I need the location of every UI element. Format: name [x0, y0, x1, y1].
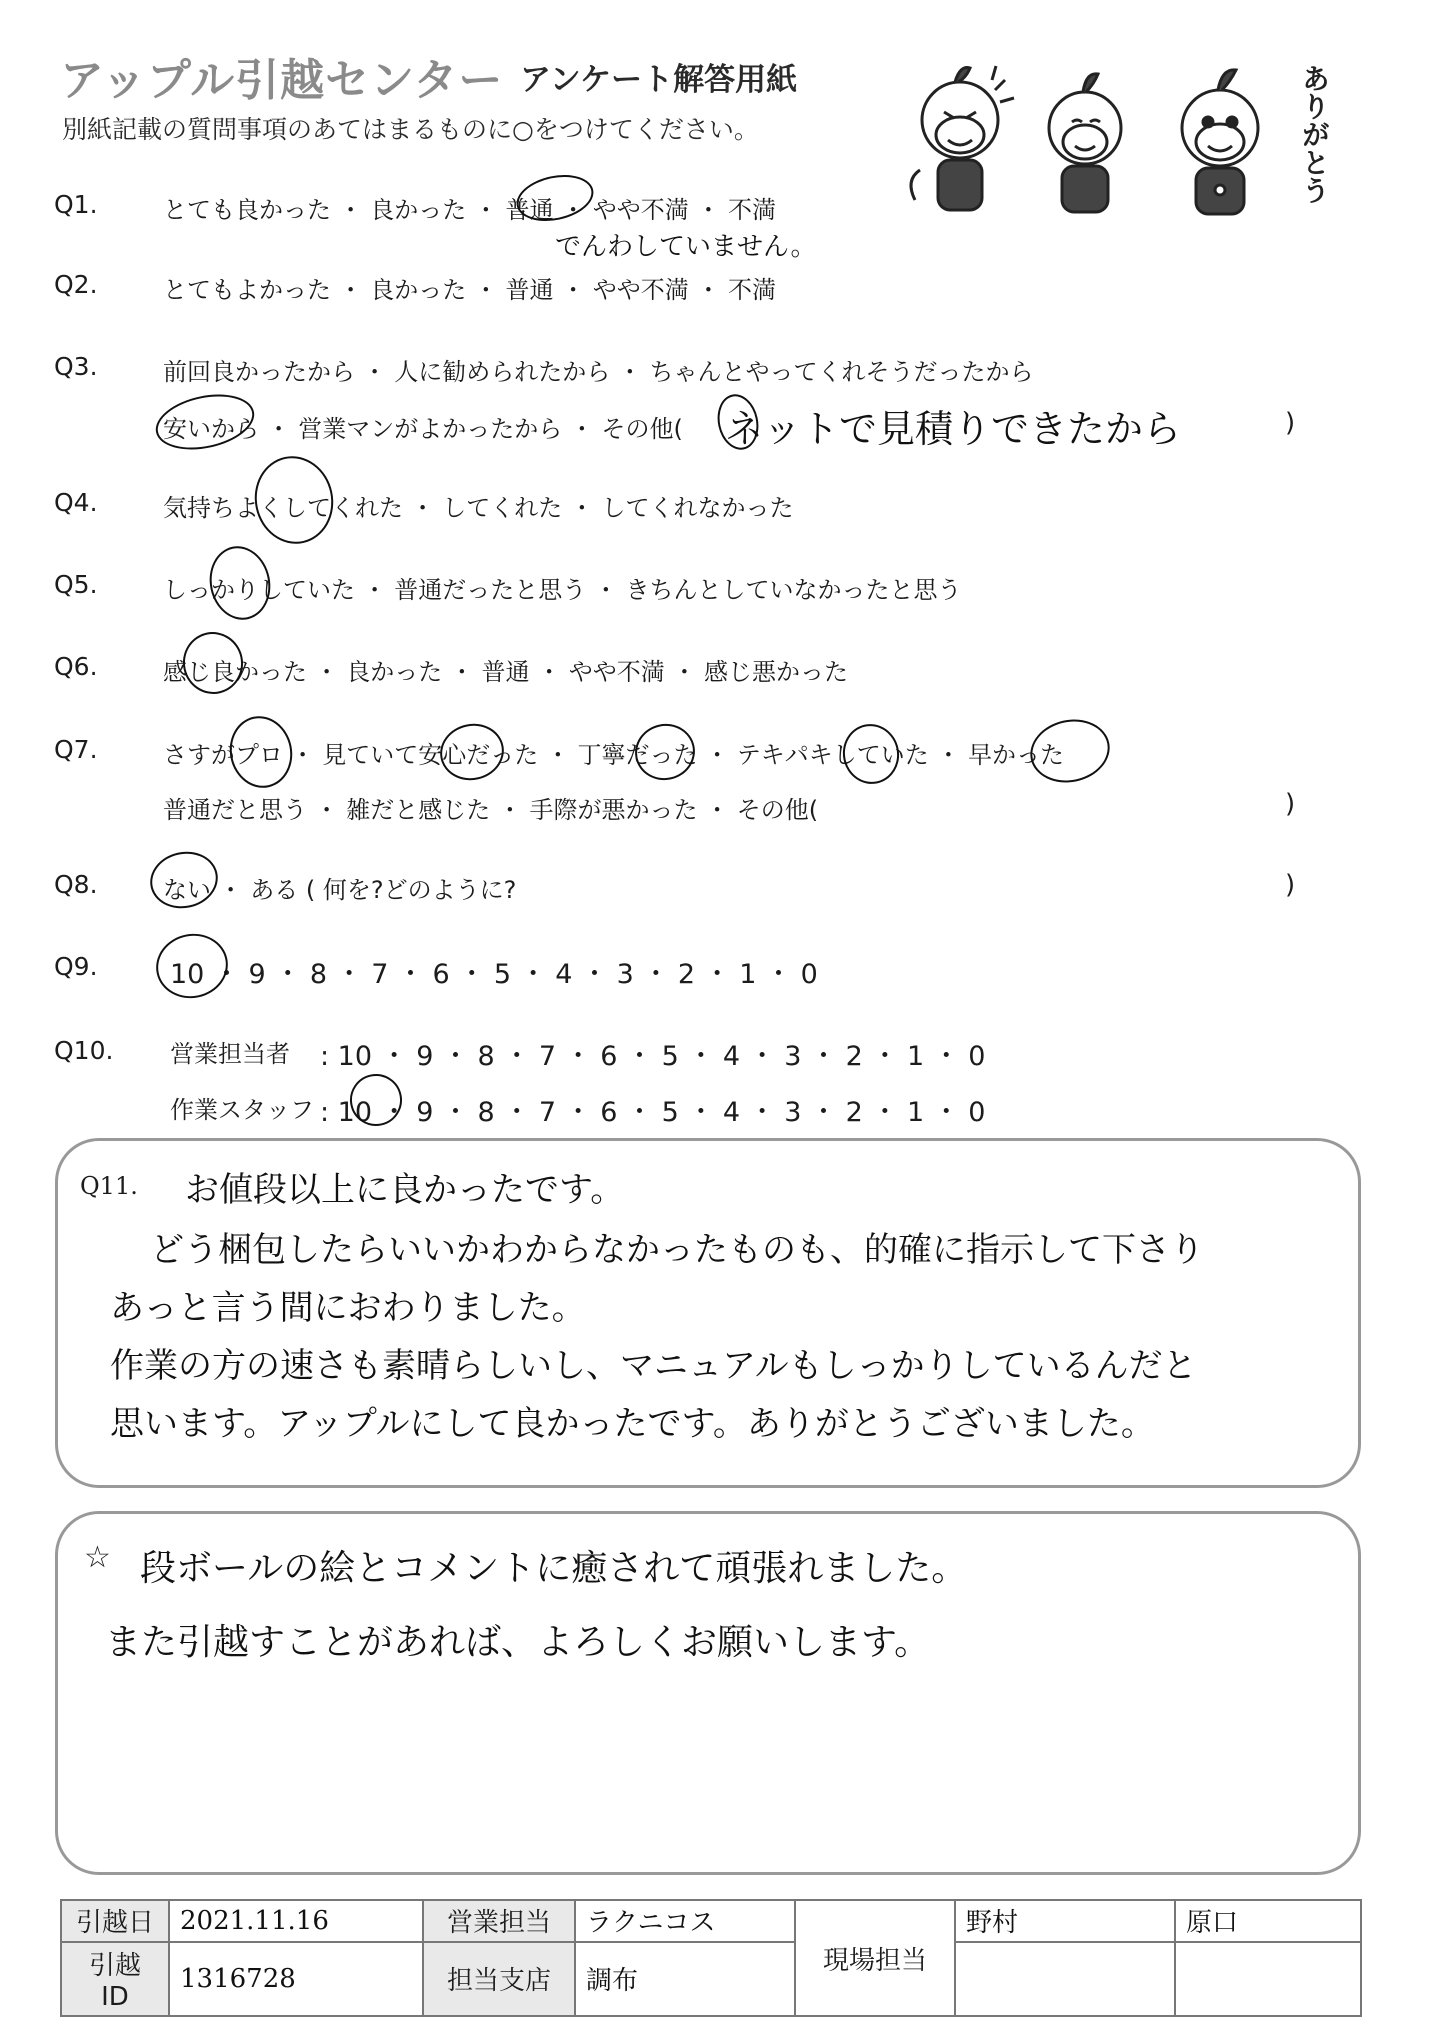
form-name: アンケート解答用紙: [520, 62, 798, 98]
q1-handwritten-note: でんわしていません。: [555, 232, 817, 262]
q9-scale: 10 ・ 9 ・ 8 ・ 7 ・ 6 ・ 5 ・ 4 ・ 3 ・ 2 ・ 1 ・ 0: [170, 959, 818, 990]
site-rep-2-value: 原口: [1175, 1900, 1361, 1942]
footer-info-table: [60, 1899, 1362, 2017]
q1-label: Q1.: [54, 190, 98, 219]
sales-rep-value: ラクニコス: [575, 1900, 795, 1942]
q2-label: Q2.: [54, 270, 98, 299]
move-id-label: 引越 ID: [61, 1942, 169, 2016]
q8-options: ない ・ ある ( 何を?どのように?: [163, 876, 517, 904]
q10-sales-scale: : 10 ・ 9 ・ 8 ・ 7 ・ 6 ・ 5 ・ 4 ・ 3 ・ 2 ・ 1 ・ 0: [320, 1041, 986, 1072]
move-id-value: 1316728: [169, 1942, 423, 2016]
gorilla-mascot-middle: [1049, 74, 1121, 212]
q1-options: とても良かった ・ 良かった ・ 普通 ・ やや不満 ・ 不満: [163, 196, 777, 224]
q4-options: 気持ちよくしてくれた ・ してくれた ・ してくれなかった: [163, 494, 794, 522]
q3-close-paren: ): [1285, 408, 1296, 438]
q5-label: Q5.: [54, 570, 98, 599]
q10-staff-scale: : 10 ・ 9 ・ 8 ・ 7 ・ 6 ・ 5 ・ 4 ・ 3 ・ 2 ・ 1 ・ 0: [320, 1097, 986, 1128]
q11-line-1: お値段以上に良かったです。: [185, 1170, 625, 1210]
star-comment-line-2: また引越すことがあれば、よろしくお願いします。: [105, 1622, 931, 1663]
q7-options-line1: さすがプロ ・ 見ていて安心だった ・ 丁寧だった ・ テキパキしていた ・ 早かった: [163, 741, 1065, 769]
q5-options: しっかりしていた ・ 普通だったと思う ・ きちんとしていなかったと思う: [163, 576, 962, 604]
site-rep-extra-1: [955, 1942, 1175, 2016]
mascot-thanks-text: ありがとう: [1298, 64, 1331, 204]
move-date-label: 引越日: [61, 1900, 169, 1942]
q10-staff-label: 作業スタッフ: [170, 1096, 314, 1124]
q6-options: 感じ良かった ・ 良かった ・ 普通 ・ やや不満 ・ 感じ悪かった: [163, 658, 849, 686]
sales-rep-label: 営業担当: [423, 1900, 575, 1942]
q3-options-line2: 安いから ・ 営業マンがよかったから ・ その他(: [163, 415, 683, 443]
q10-sales-label: 営業担当者: [170, 1040, 290, 1068]
branch-value: 調布: [575, 1942, 795, 2016]
instruction-text: 別紙記載の質問事項のあてはまるものに○をつけてください。: [62, 115, 759, 144]
q7-options-line2: 普通だと思う ・ 雑だと感じた ・ 手際が悪かった ・ その他(: [163, 796, 819, 824]
q3-other-handwritten: ネットで見積りできたから: [725, 407, 1182, 451]
q10-label: Q10.: [54, 1036, 114, 1065]
branch-label: 担当支店: [423, 1942, 575, 2016]
gorilla-mascot-right: [1182, 70, 1258, 214]
q7-close-paren: ): [1285, 789, 1296, 819]
brand-title: アップル引越センター: [60, 55, 504, 106]
q11-line-4: 作業の方の速さも素晴らしいし、マニュアルもしっかりしているんだと: [110, 1346, 1197, 1386]
move-date-value: 2021.11.16: [169, 1900, 423, 1942]
q11-label: Q11.: [80, 1172, 138, 1200]
site-rep-extra-2: [1175, 1942, 1361, 2016]
q3-label: Q3.: [54, 352, 98, 381]
q9-label: Q9.: [54, 952, 98, 981]
q11-line-2: どう梱包したらいいかわからなかったものも、的確に指示して下さり: [150, 1230, 1204, 1270]
q2-options: とてもよかった ・ 良かった ・ 普通 ・ やや不満 ・ 不満: [163, 276, 777, 304]
q4-label: Q4.: [54, 488, 98, 517]
star-icon: ☆: [84, 1540, 111, 1575]
q3-options-line1: 前回良かったから ・ 人に勧められたから ・ ちゃんとやってくれそうだったから: [163, 358, 1034, 386]
site-rep-label: 現場担当: [795, 1900, 955, 2016]
gorilla-mascots-illustration: [900, 50, 1360, 225]
q8-label: Q8.: [54, 870, 98, 899]
q8-close-paren: ): [1285, 870, 1296, 900]
q7-label: Q7.: [54, 735, 98, 764]
q11-line-5: 思います。アップルにして良かったです。ありがとうございました。: [110, 1404, 1155, 1444]
site-rep-1-value: 野村: [955, 1900, 1175, 1942]
q11-line-3: あっと言う間におわりました。: [110, 1288, 586, 1328]
gorilla-mascot-left: [911, 66, 1014, 210]
q6-label: Q6.: [54, 652, 98, 681]
star-comment-line-1: 段ボールの絵とコメントに癒されて頑張れました。: [140, 1548, 968, 1589]
